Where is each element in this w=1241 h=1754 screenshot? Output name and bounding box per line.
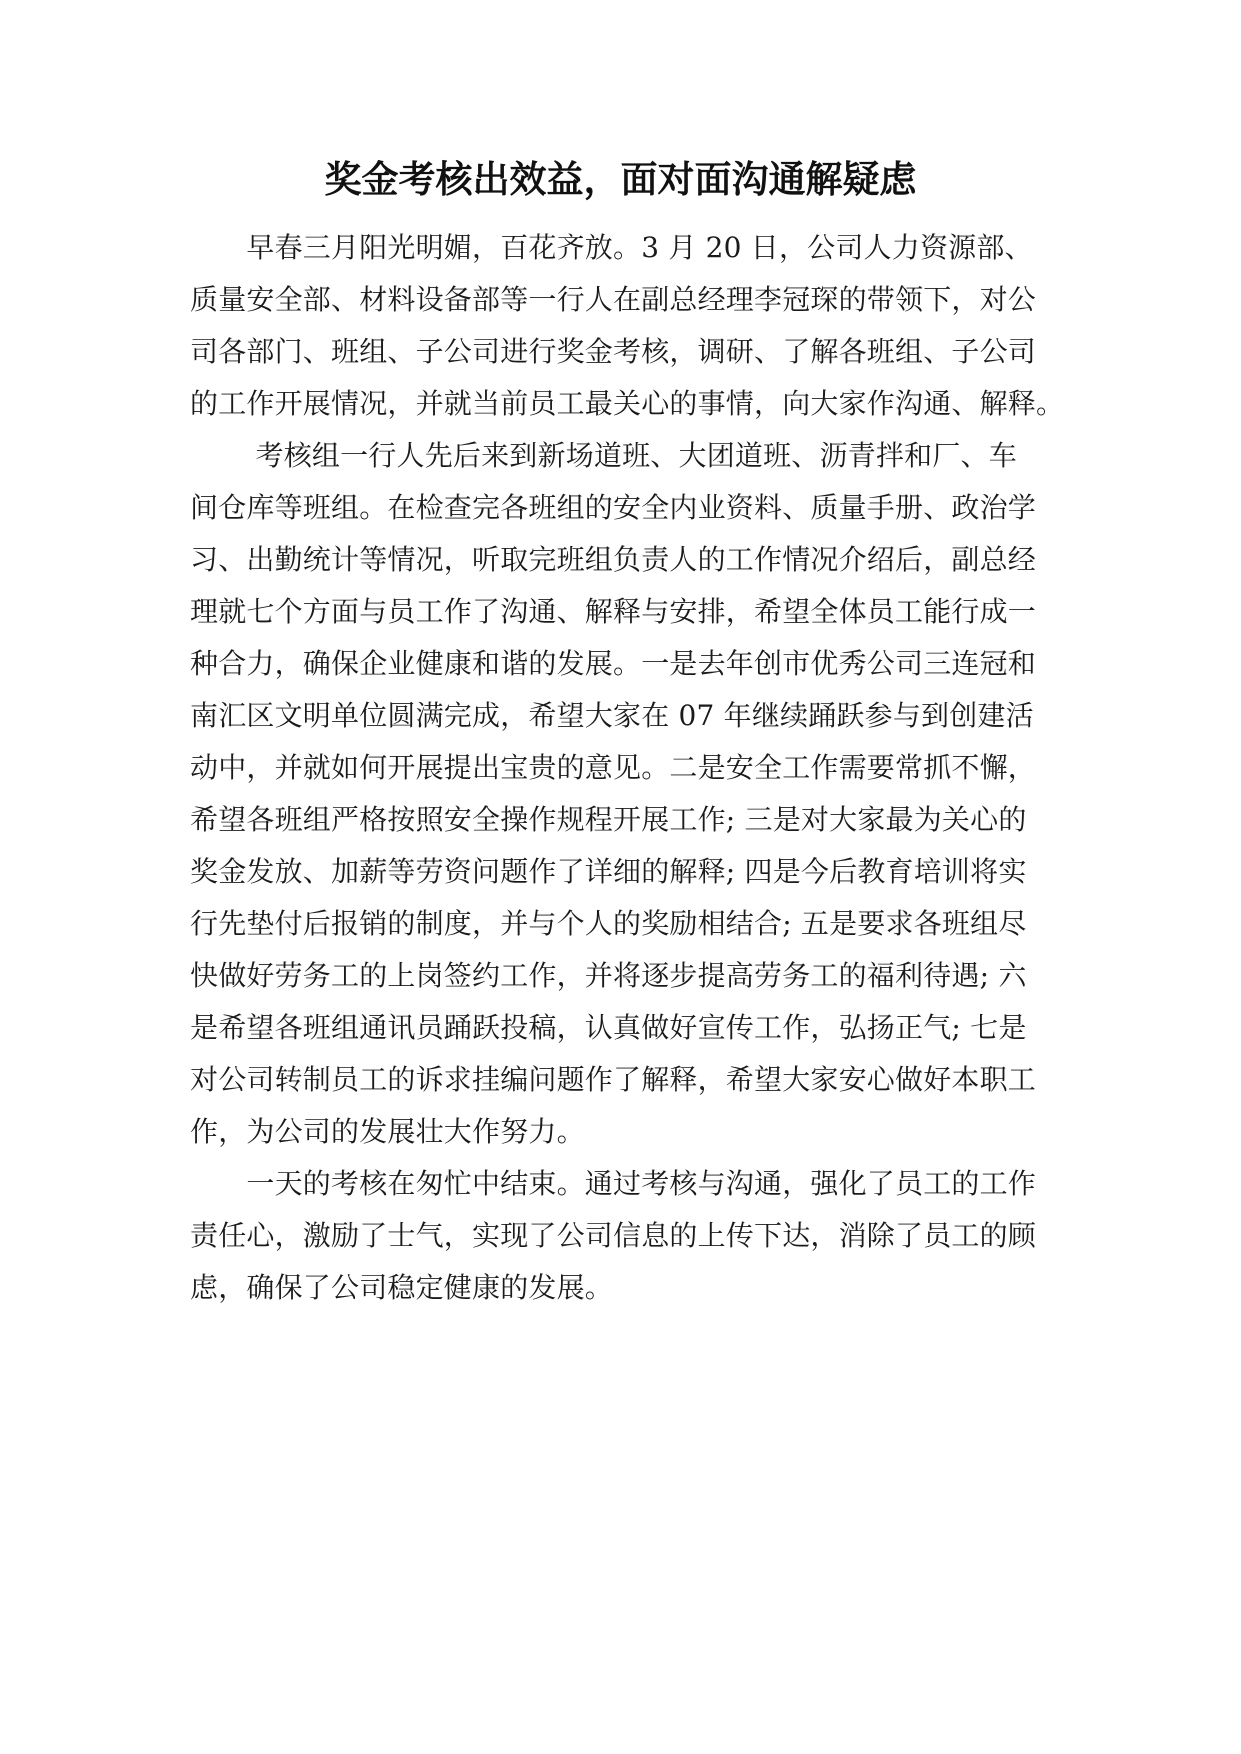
body-line: 种合力，确保企业健康和谐的发展。一是去年创市优秀公司三连冠和	[190, 647, 1037, 680]
body-line: 是希望各班组通讯员踊跃投稿，认真做好宣传工作，弘扬正气; 七是	[190, 1011, 1027, 1044]
body-line: 早春三月阳光明媚，百花齐放。3 月 20 日，公司人力资源部、	[190, 231, 1033, 264]
body-line: 理就七个方面与员工作了沟通、解释与安排，希望全体员工能行成一	[190, 595, 1037, 628]
body-line: 对公司转制员工的诉求挂编问题作了解释，希望大家安心做好本职工	[190, 1063, 1037, 1096]
body-line: 南汇区文明单位圆满完成，希望大家在 07 年继续踊跃参与到创建活	[190, 699, 1034, 732]
body-line: 快做好劳务工的上岗签约工作，并将逐步提高劳务工的福利待遇; 六	[190, 959, 1027, 992]
body-line: 责任心，激励了士气，实现了公司信息的上传下达，消除了员工的顾	[190, 1219, 1037, 1252]
body-line: 质量安全部、材料设备部等一行人在副总经理李冠琛的带领下，对公	[190, 283, 1037, 316]
document-title: 奖金考核出效益，面对面沟通解疑虑	[324, 157, 917, 201]
body-line: 司各部门、班组、子公司进行奖金考核，调研、了解各班组、子公司	[190, 335, 1037, 368]
document-body	[190, 222, 1065, 1314]
body-line: 动中，并就如何开展提出宝贵的意见。二是安全工作需要常抓不懈，	[190, 751, 1037, 784]
body-line: 考核组一行人先后来到新场道班、大团道班、沥青拌和厂、车	[190, 439, 1017, 472]
body-line: 间仓库等班组。在检查完各班组的安全内业资料、质量手册、政治学	[190, 491, 1037, 524]
body-line: 作，为公司的发展壮大作努力。	[190, 1115, 585, 1148]
body-line: 奖金发放、加薪等劳资问题作了详细的解释; 四是今后教育培训将实	[190, 855, 1027, 888]
body-line: 希望各班组严格按照安全操作规程开展工作; 三是对大家最为关心的	[190, 803, 1027, 836]
body-line: 的工作开展情况，并就当前员工最关心的事情，向大家作沟通、解释。	[190, 387, 1065, 420]
body-line: 习、出勤统计等情况，听取完班组负责人的工作情况介绍后，副总经	[190, 543, 1037, 576]
body-line: 虑，确保了公司稳定健康的发展。	[190, 1271, 614, 1304]
body-line: 一天的考核在匆忙中结束。通过考核与沟通，强化了员工的工作	[190, 1167, 1037, 1200]
body-line: 行先垫付后报销的制度，并与个人的奖励相结合; 五是要求各班组尽	[190, 907, 1027, 940]
